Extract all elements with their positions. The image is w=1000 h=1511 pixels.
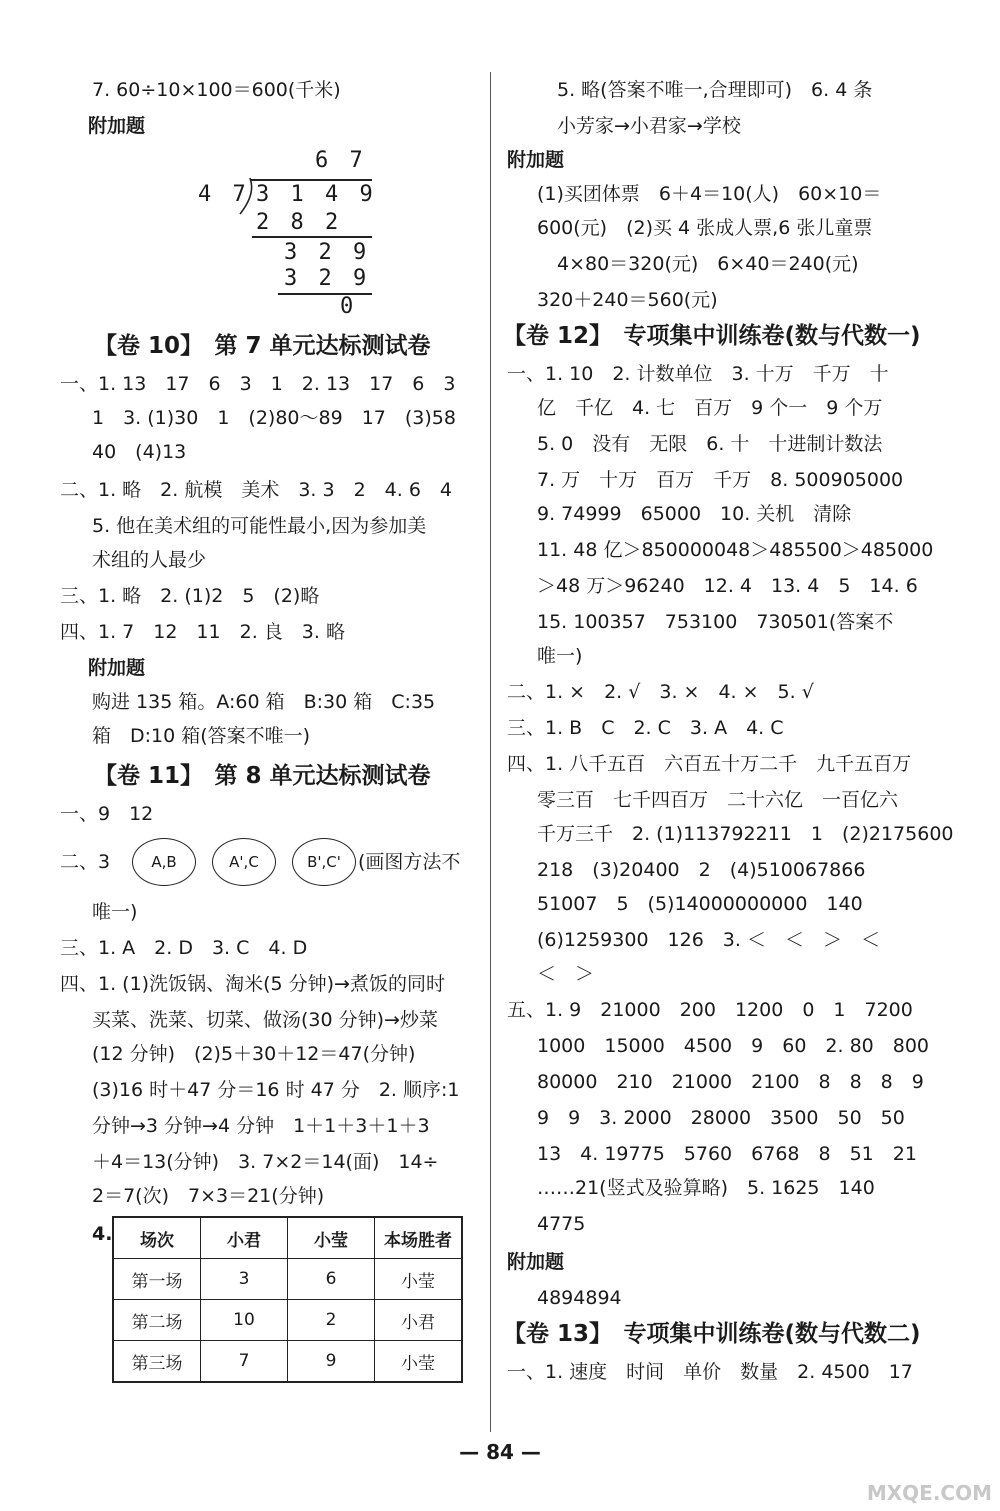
line: 箱 D:10 箱(答案不唯一) — [92, 725, 311, 747]
line: 5. 略(答案不唯一,合理即可) 6. 4 条 — [557, 79, 873, 101]
division-bracket — [236, 176, 256, 216]
table-row — [113, 1300, 462, 1341]
remainder-2: 0 — [340, 294, 358, 319]
table-header: 小君 — [201, 1217, 288, 1259]
subtrahend-1: 2 8 2 — [256, 210, 343, 235]
subtrahend-2: 3 2 9 — [284, 266, 371, 291]
quotient: 6 7 — [315, 148, 367, 173]
line: 7. 60÷10×100＝600(千米) — [92, 79, 341, 101]
line: 二、1. 略 2. 航模 美术 3. 3 2 4. 6 4 — [60, 479, 453, 501]
division-rule — [252, 236, 372, 238]
section-heading: 【卷 12】 专项集中训练卷(数与代数一) — [503, 323, 921, 349]
line: ＋4＝13(分钟) 3. 7×2＝14(面) 14÷ — [92, 1151, 439, 1173]
table-row — [113, 1259, 462, 1300]
table-header: 场次 — [113, 1217, 201, 1259]
line: 1000 15000 4500 9 60 2. 80 800 — [537, 1035, 930, 1057]
line: 一、9 12 — [60, 803, 154, 825]
table-header: 小莹 — [288, 1217, 375, 1259]
table-cell: 10 — [201, 1300, 288, 1341]
line: 买菜、洗菜、切菜、做汤(30 分钟)→炒菜 — [92, 1009, 438, 1031]
divisor: 4 7 — [198, 182, 250, 207]
line: ＞48 万＞96240 12. 4 13. 4 5 14. 6 — [537, 575, 918, 597]
line: 7. 万 十万 百万 千万 8. 500905000 — [537, 469, 904, 491]
table-cell: 小莹 — [375, 1259, 463, 1300]
line: 五、1. 9 21000 200 1200 0 1 7200 — [507, 999, 913, 1021]
set-oval: B',C' — [292, 838, 356, 886]
section-heading: 【卷 13】 专项集中训练卷(数与代数二) — [503, 1321, 921, 1347]
line: 13 4. 19775 5760 6768 8 51 21 — [537, 1143, 917, 1165]
line: 5. 他在美术组的可能性最小,因为参加美 — [92, 515, 427, 537]
line: 小芳家→小君家→学校 — [557, 115, 741, 137]
line: ……21(竖式及验算略) 5. 1625 140 — [537, 1177, 875, 1199]
line: (6)1259300 126 3. ＜ ＜ ＞ ＜ — [537, 929, 880, 951]
extra-question-label: 附加题 — [88, 657, 146, 679]
table-row — [113, 1341, 462, 1383]
line: 5. 0 没有 无限 6. 十 十进制计数法 — [537, 433, 883, 455]
section-heading: 【卷 10】 第 7 单元达标测试卷 — [94, 333, 431, 359]
line: (3)16 时＋47 分＝16 时 47 分 2. 顺序:1 — [92, 1079, 460, 1101]
line: (画图方法不 — [358, 851, 461, 873]
line: 一、1. 10 2. 计数单位 3. 十万 千万 十 — [507, 363, 889, 385]
line: 51007 5 (5)14000000000 140 — [537, 893, 863, 915]
set-oval: A',C — [212, 838, 276, 886]
line: ＜ ＞ — [537, 963, 595, 985]
table-cell: 小君 — [375, 1300, 463, 1341]
division-bar — [250, 179, 372, 181]
table-cell: 第一场 — [113, 1259, 201, 1300]
table-cell: 第二场 — [113, 1300, 201, 1341]
dividend: 3 1 4 9 — [256, 182, 377, 207]
table-cell: 2 — [288, 1300, 375, 1341]
line: 4775 — [537, 1213, 586, 1235]
page-number: — 84 — — [459, 1440, 541, 1464]
watermark: MXQE.COM — [866, 1481, 992, 1505]
line: 三、1. 略 2. (1)2 5 (2)略 — [60, 585, 320, 607]
line: 一、1. 13 17 6 3 1 2. 13 17 6 3 — [60, 373, 456, 395]
line: 二、1. × 2. √ 3. × 4. × 5. √ — [507, 681, 814, 703]
extra-question-label: 附加题 — [88, 115, 146, 137]
line: 三、1. A 2. D 3. C 4. D — [60, 937, 308, 959]
extra-question-label: 附加题 — [507, 149, 565, 171]
line: 一、1. 速度 时间 单价 数量 2. 4500 17 — [507, 1361, 913, 1383]
line: 四、1. (1)洗饭锅、淘米(5 分钟)→煮饭的同时 — [60, 973, 445, 995]
line: 购进 135 箱。A:60 箱 B:30 箱 C:35 — [92, 691, 436, 713]
line: 唯一) — [92, 901, 138, 923]
line: 218 (3)20400 2 (4)510067866 — [537, 859, 866, 881]
line: 40 (4)13 — [92, 441, 187, 463]
line: 四、1. 7 12 11 2. 良 3. 略 — [60, 621, 345, 643]
table-header: 本场胜者 — [375, 1217, 463, 1259]
set-oval: A,B — [132, 838, 196, 886]
line: (12 分钟) (2)5＋30＋12＝47(分钟) — [92, 1043, 416, 1065]
line: 1 3. (1)30 1 (2)80～89 17 (3)58 — [92, 407, 456, 429]
remainder-1: 3 2 9 — [284, 240, 371, 265]
line: 9 9 3. 2000 28000 3500 50 50 — [537, 1107, 905, 1129]
line: 9. 74999 65000 10. 关机 清除 — [537, 503, 852, 525]
table-cell: 9 — [288, 1341, 375, 1383]
line: (1)买团体票 6＋4＝10(人) 60×10＝ — [537, 183, 882, 205]
line: 11. 48 亿＞850000048＞485500＞485000 — [537, 539, 934, 561]
line: 4. — [92, 1223, 113, 1245]
table-cell: 小莹 — [375, 1341, 463, 1383]
table-header-row — [113, 1217, 462, 1259]
line: 4×80＝320(元) 6×40＝240(元) — [557, 253, 859, 275]
line: 千万三千 2. (1)113792211 1 (2)2175600 — [537, 823, 954, 845]
table-cell: 3 — [201, 1259, 288, 1300]
division-rule — [278, 293, 372, 295]
results-table — [112, 1216, 463, 1383]
line: 600(元) (2)买 4 张成人票,6 张儿童票 — [537, 217, 873, 239]
section-heading: 【卷 11】 第 8 单元达标测试卷 — [94, 763, 431, 789]
table-cell: 6 — [288, 1259, 375, 1300]
line: 术组的人最少 — [92, 549, 207, 571]
table-cell: 第三场 — [113, 1341, 201, 1383]
line: 320＋240＝560(元) — [537, 289, 718, 311]
line: 四、1. 八千五百 六百五十万二千 九千五百万 — [507, 753, 912, 775]
extra-question-label: 附加题 — [507, 1251, 565, 1273]
line: 零三百 七千四百万 二十六亿 一百亿六 — [537, 789, 899, 811]
line: 4894894 — [537, 1287, 622, 1309]
column-divider — [490, 72, 491, 1432]
line: 二、3 — [60, 851, 111, 873]
line: 80000 210 21000 2100 8 8 8 9 — [537, 1071, 924, 1093]
line: 2＝7(次) 7×3＝21(分钟) — [92, 1185, 325, 1207]
line: 三、1. B C 2. C 3. A 4. C — [507, 717, 784, 739]
line: 唯一) — [537, 645, 583, 667]
line: 分钟→3 分钟→4 分钟 1＋1＋3＋1＋3 — [92, 1115, 430, 1137]
table-cell: 7 — [201, 1341, 288, 1383]
line: 15. 100357 753100 730501(答案不 — [537, 611, 894, 633]
line: 亿 千亿 4. 七 百万 9 个一 9 个万 — [537, 397, 883, 419]
